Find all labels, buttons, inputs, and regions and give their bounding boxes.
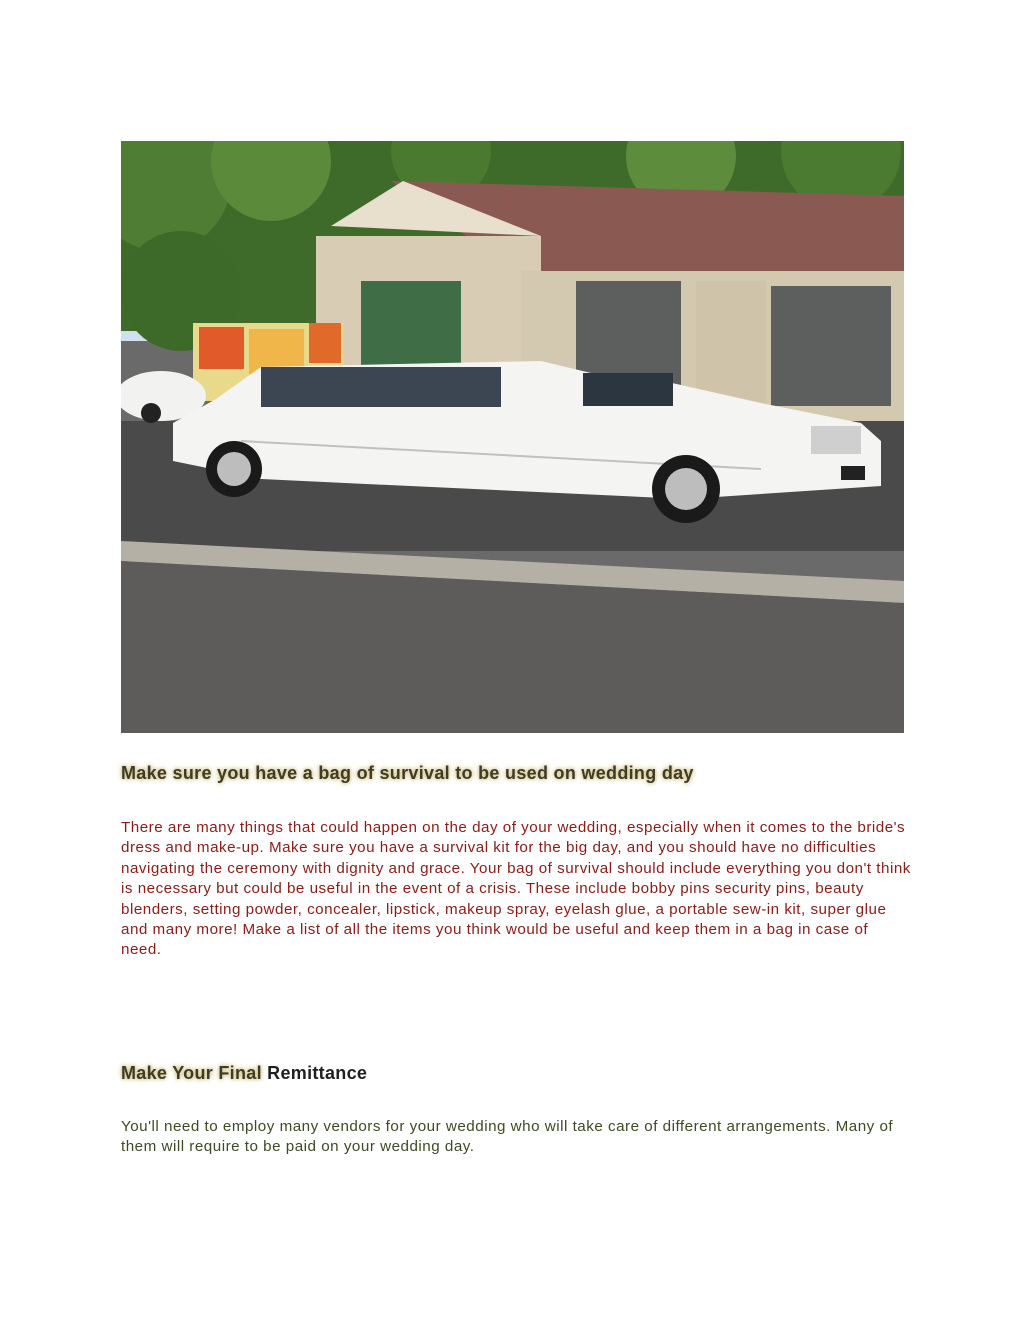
limousine-photo <box>121 141 904 733</box>
heading-text: Make sure you have a bag of survival to be used on wedding day <box>121 763 694 783</box>
section-heading-survival-bag <box>121 763 694 784</box>
heading-text-main: Make Your Final <box>121 1063 268 1083</box>
section-heading-final-remittance <box>121 1063 367 1084</box>
paragraph-final-remittance: You'll need to employ many vendors for your wedding who will take care of different arrangements. Many of them will require to be paid on your wedding day. <box>121 1118 894 1156</box>
paragraph-survival-bag: There are many things that could happen on the day of your wedding, especially when it comes to the bride's dress and make-up. Make sure you have a survival kit for the big day, and you should have no difficulties navigating the ceremony with dignity and grace. Your bag of survival should include everything you don't think is necessary but could be useful in the event of a crisis. These include bobby pins security pins, beauty blenders, setting powder, concealer, lipstick, makeup spray, eyelash glue, a portable sew-in kit, super glue and many more! Make a list of all the items you think would be useful and keep them in a bag in case of need. <box>121 819 911 959</box>
heading-text-tail: Remittance <box>267 1063 368 1083</box>
